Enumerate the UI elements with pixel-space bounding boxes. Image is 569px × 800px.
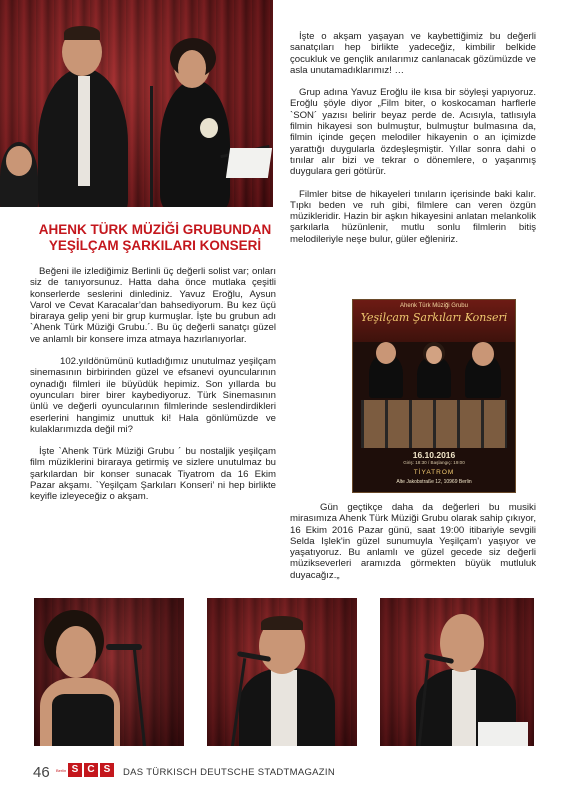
paragraph: İşte `Ahenk Türk Müziği Grubu ´ bu nostaljik yeşilçam film müziklerini biraraya getirmiş ve sizlere unutulmaz bu şarkılardan bir konser sunacak Tiyatrom da 16 Ekim Pazar akşamı. `Yeşilçam Şarkıları Konseri’ ni hep birlikte keyifle izleyeceğiz o akşam. [30,446,276,503]
magazine-logo [56,763,114,777]
paragraph: Filmler bitse de hikayeleri tınıların içerisinde baki kalır. Tıpkı beden ve ruh gibi, filmlere can veren özgün müzikleridir. Hazin bir aşkın hikayesini anlatan melankolik şarkılarla hüzünlenir, mutlu sonlu filmlerin bitiş melodileriyle neşe bulur, güler eğleniriz. [290,188,536,245]
logo-letter: S [68,763,82,777]
logo-letter: S [100,763,114,777]
page-footer [33,758,543,786]
poster-date: 16.10.2016 [412,450,456,460]
left-column-text [30,266,276,514]
paragraph: Beğeni ile izlediğimiz Berlinli üç değerli solist var; onları siz de tanıyorsunuz. Hatta daha önce mutlaka çeşitli konserlerde seslerini dinlediniz. Yavuz Eroğlu, Aysun Varol ve Cevat Karacalar’dan bahsediyorum. Bu kez üçü biraraya gelip yeni bir grup kurmuşlar. İşte bu grubun adı `Ahenk Türk Müziği Grubu.´. Bu üç değerli sanatçı güzel ve anlamlı bir konsere imza atmaya hazırlanıyorlar. [30,266,276,345]
poster-group-name: Ahenk Türk Müziği Grubu [400,303,468,309]
article-title: AHENK TÜRK MÜZİĞİ GRUBUNDAN YEŞİLÇAM ŞARKILARI KONSERİ [38,222,272,253]
right-column-text [290,31,536,256]
poster-film-strip [361,400,507,448]
poster-time: Giriş: 18:30 / Başlangıç: 19:00 [403,460,465,465]
page-number: 46 [33,764,50,781]
poster-venue: TİYATROM [413,469,455,476]
poster-title: Yeşilçam Şarkıları Konseri [360,311,508,324]
logo-letter: C [84,763,98,777]
poster-singers-image [361,340,507,398]
closing-paragraph-block [290,502,536,592]
singer-photo-man-1 [207,598,357,746]
concert-photo-top [0,0,273,207]
concert-poster [352,299,516,493]
paragraph: Gün geçtikçe daha da değerleri bu musiki mirasımıza Ahenk Türk Müziği Grubu olarak sahip çıkıyor, 16 Ekim 2016 Pazar günü, saat 19:00 itibariyle sevgili Selda Işlek'in güzel sunumuyla Yeşilçam'ı yaşıyor ve yaşatıyoruz. Bu anlamlı ve güzel gecede siz değerli müzikseverleri aramızda görmekten büyük mutluluk duyacağız.„ [290,502,536,581]
magazine-name: DAS TÜRKISCH DEUTSCHE STADTMAGAZIN [123,767,336,778]
paragraph: Grup adına Yavuz Eroğlu ile kısa bir söyleşi yapıyoruz. Eroğlu şöyle diyor „Film biter, o koskocaman harflerle `SON´ yazısı belirir beyaz perde de. Acısıyla, tatlısıyla filmin hikayesi son bulmuştur, bulmuştur bulmasına da, filmin içinde geçen melodiler hikayenin o an içimizde yarattığı duygularla özdeşleşmiştir. Yıllar sonra dahi o tınılar alır bizi ve tekrar o dönemlere, o yaşanmış duygulara geri götürür. [290,87,536,178]
singer-photo-woman [34,598,184,746]
singer-photo-man-2 [380,598,534,746]
paragraph: 102.yıldönümünü kutladığımız unutulmaz yeşilçam sinemasının birbirinden güzel ve efsanevi oyuncularının oynadığı filmleri ile büyüdük hepimiz. Son yıllarda bu oyuncuları birer birer kaybediyoruz. Türk Sinemasının ünlü ve değerli oyuncularının filmlerinde seslendirdikleri eserlerini hangimiz unuttuk ki! Hala gönlümüzde ve kulaklarımızda değil mi? [30,356,276,435]
poster-address: Alte Jakobstraße 12, 10969 Berlin [396,479,472,485]
paragraph: İşte o akşam yaşayan ve kaybettiğimiz bu değerli sanatçıları hep birlikte yadeceğiz, kimbilir belkide çocukluk ve gençlik anılarımız canlanacak gözümüzde ve asla unutamadıklarımız! … [290,31,536,76]
logo-prefix: Berlin [56,767,67,773]
